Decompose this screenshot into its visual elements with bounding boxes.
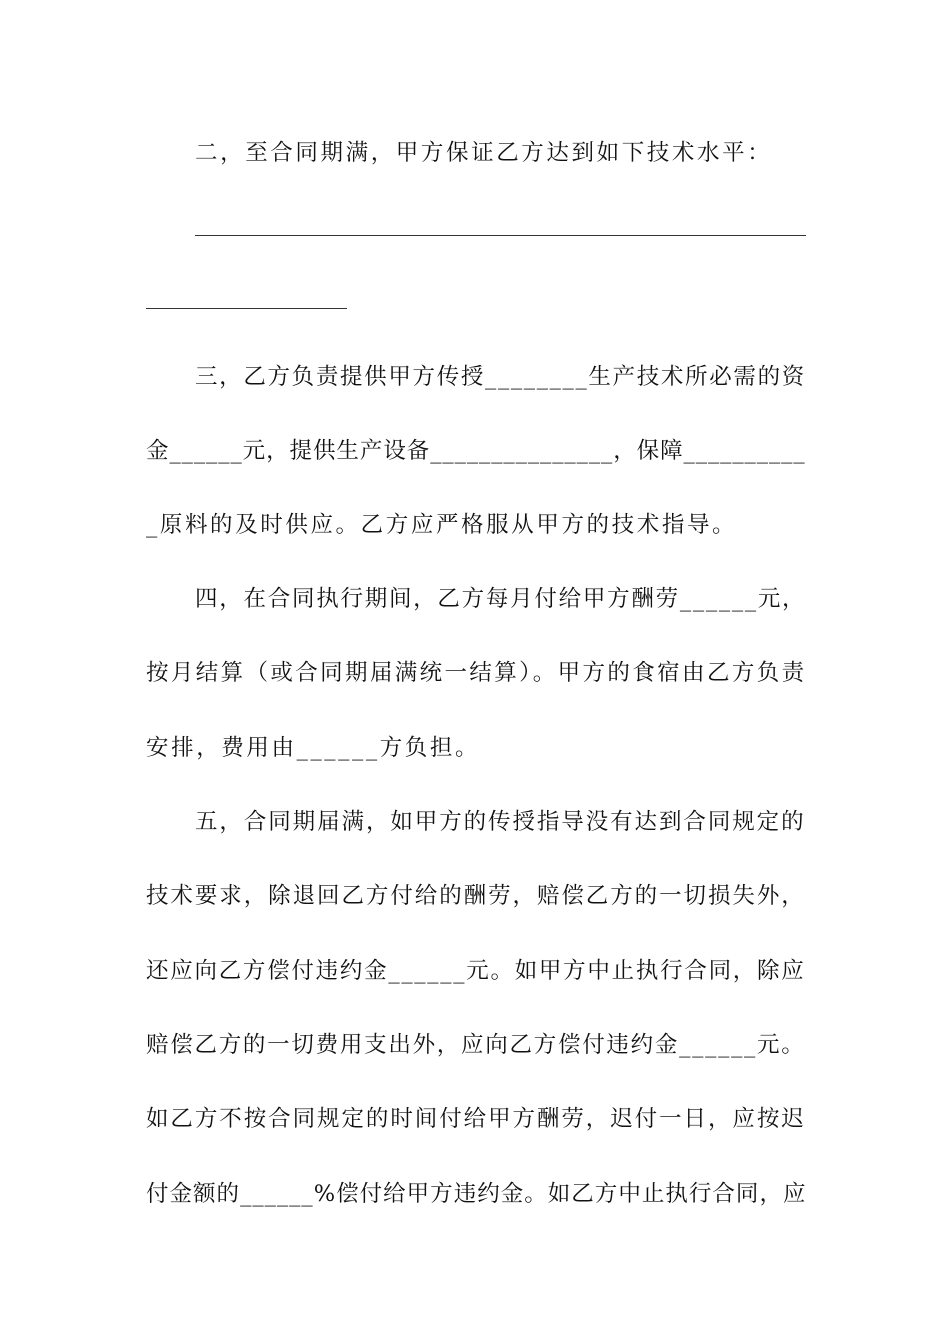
clause-3-line-2: 金______元，提供生产设备_______________，保障__________	[146, 438, 806, 464]
clause-4-line-3: 安排，费用由______方负担。	[146, 735, 481, 761]
clause-5-line-4: 赔偿乙方的一切费用支出外，应向乙方偿付违约金______元。	[146, 1032, 806, 1058]
clause-3-line-3: _原料的及时供应。乙方应严格服从甲方的技术指导。	[146, 512, 738, 538]
fill-in-blank-rule-continued	[146, 308, 347, 309]
clause-4-line-1: 四，在合同执行期间，乙方每月付给甲方酬劳______元，	[195, 586, 807, 612]
clause-5-line-5: 如乙方不按合同规定的时间付给甲方酬劳，迟付一日，应按迟	[146, 1106, 806, 1132]
clause-5-line-2: 技术要求，除退回乙方付给的酬劳，赔偿乙方的一切损失外，	[146, 883, 806, 909]
clause-2-line-1: 二，至合同期满，甲方保证乙方达到如下技术水平：	[195, 140, 773, 166]
clause-5-line-3: 还应向乙方偿付违约金______元。如甲方中止执行合同，除应	[146, 958, 806, 984]
clause-5-line-1: 五，合同期届满，如甲方的传授指导没有达到合同规定的	[195, 809, 806, 835]
clause-4-line-2: 按月结算（或合同期届满统一结算）。甲方的食宿由乙方负责	[146, 660, 807, 686]
clause-3-line-1: 三，乙方负责提供甲方传授________生产技术所必需的资	[195, 364, 806, 390]
fill-in-blank-rule	[195, 235, 806, 236]
clause-5-line-6: 付金额的______%偿付给甲方违约金。如乙方中止执行合同，应	[146, 1181, 807, 1207]
